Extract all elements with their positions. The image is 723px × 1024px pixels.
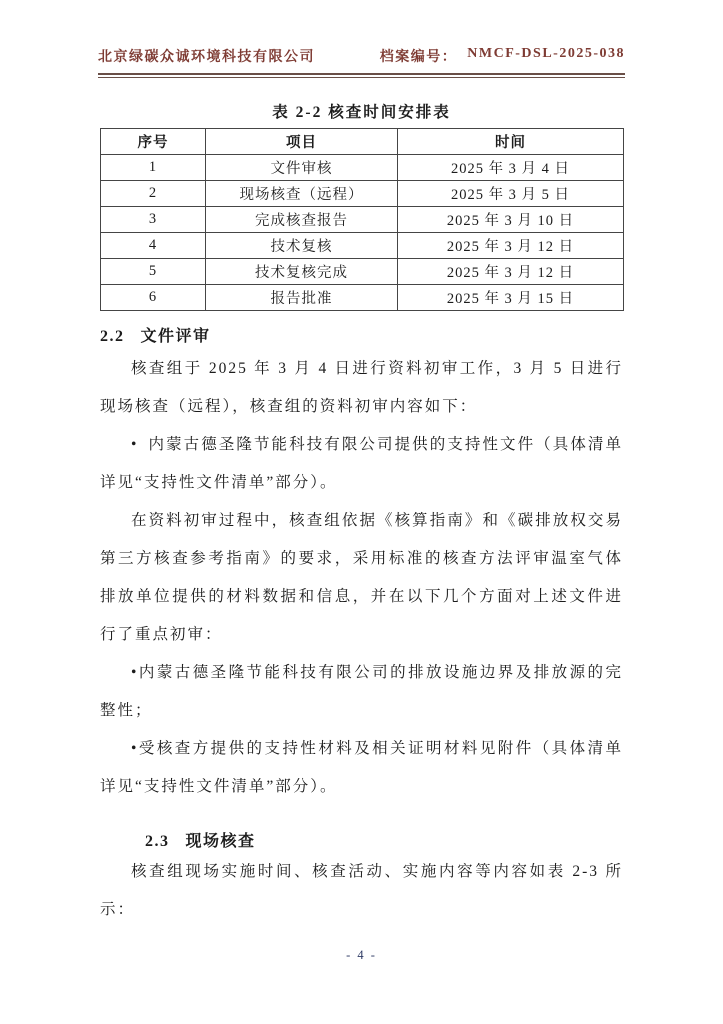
table-cell: 2025 年 3 月 12 日 (398, 259, 624, 285)
paragraph: 在资料初审过程中，核查组依据《核算指南》和《碳排放权交易第三方核查参考指南》的要求，采用标准的核查方法评审温室气体排放单位提供的材料数据和信息，并在以下几个方面对上述文件进行了重点初审： (100, 512, 623, 643)
table-row (101, 207, 624, 233)
table-row (101, 155, 624, 181)
table-row (101, 181, 624, 207)
paragraph: 核查组于 2025 年 3 月 4 日进行资料初审工作，3 月 5 日进行现场核查（远程），核查组的资料初审内容如下： (100, 360, 623, 415)
table-cell: 2025 年 3 月 15 日 (398, 285, 624, 311)
page-footer (0, 948, 723, 963)
table-cell: 完成核查报告 (206, 207, 398, 233)
table-cell: 2025 年 3 月 5 日 (398, 181, 624, 207)
bullet-icon: • (131, 436, 139, 453)
bullet-text: 内蒙古德圣隆节能科技有限公司提供的支持性文件（具体清单详见“支持性文件清单”部分）。 (100, 436, 623, 491)
table-cell: 1 (101, 155, 206, 181)
page-header (98, 46, 625, 78)
verification-schedule-table (100, 128, 624, 311)
table-caption: 表 2-2 核查时间安排表 (272, 104, 451, 121)
table-cell: 2025 年 3 月 4 日 (398, 155, 624, 181)
bullet-text: 受核查方提供的支持性材料及相关证明材料见附件（具体清单详见“支持性文件清单”部分）。 (100, 740, 623, 795)
table-row (101, 233, 624, 259)
table-cell: 技术复核 (206, 233, 398, 259)
document-body (100, 100, 623, 929)
table-cell: 技术复核完成 (206, 259, 398, 285)
table-cell: 4 (101, 233, 206, 259)
table-row (101, 259, 624, 285)
table-row (101, 285, 624, 311)
page-number: - 4 - (346, 948, 377, 962)
section-title: 现场核查 (185, 833, 256, 850)
bullet-paragraph (100, 654, 623, 730)
table-cell: 2025 年 3 月 10 日 (398, 207, 624, 233)
table-cell: 文件审核 (206, 155, 398, 181)
table-header-cell: 序号 (101, 129, 206, 155)
table-cell: 2025 年 3 月 12 日 (398, 233, 624, 259)
table-header-row (101, 129, 624, 155)
header-divider (98, 73, 625, 78)
section-heading-2-3 (145, 828, 623, 851)
table-cell: 6 (101, 285, 206, 311)
table-cell: 5 (101, 259, 206, 285)
archive-value: NMCF-DSL-2025-038 (467, 46, 625, 61)
table-header-cell: 项目 (206, 129, 398, 155)
header-archive-number (380, 46, 625, 66)
bullet-paragraph (100, 426, 623, 502)
section-title: 文件评审 (140, 328, 211, 345)
archive-label: 档案编号： (379, 50, 458, 65)
bullet-text: 内蒙古德圣隆节能科技有限公司的排放设施边界及排放源的完整性； (100, 664, 623, 719)
bullet-paragraph (100, 730, 623, 806)
header-company-name: 北京绿碳众诚环境科技有限公司 (98, 50, 315, 65)
table-cell: 3 (101, 207, 206, 233)
table-cell: 报告批准 (206, 285, 398, 311)
section-number: 2.2 (100, 328, 125, 345)
section-number: 2.3 (145, 833, 170, 850)
table-cell: 2 (101, 181, 206, 207)
table-cell: 现场核查（远程） (206, 181, 398, 207)
paragraph: 核查组现场实施时间、核查活动、实施内容等内容如表 2-3 所示： (100, 863, 623, 918)
bullet-icon: • (131, 664, 139, 681)
bullet-icon: • (131, 740, 139, 757)
table-header-cell: 时间 (398, 129, 624, 155)
section-heading-2-2 (100, 323, 623, 346)
